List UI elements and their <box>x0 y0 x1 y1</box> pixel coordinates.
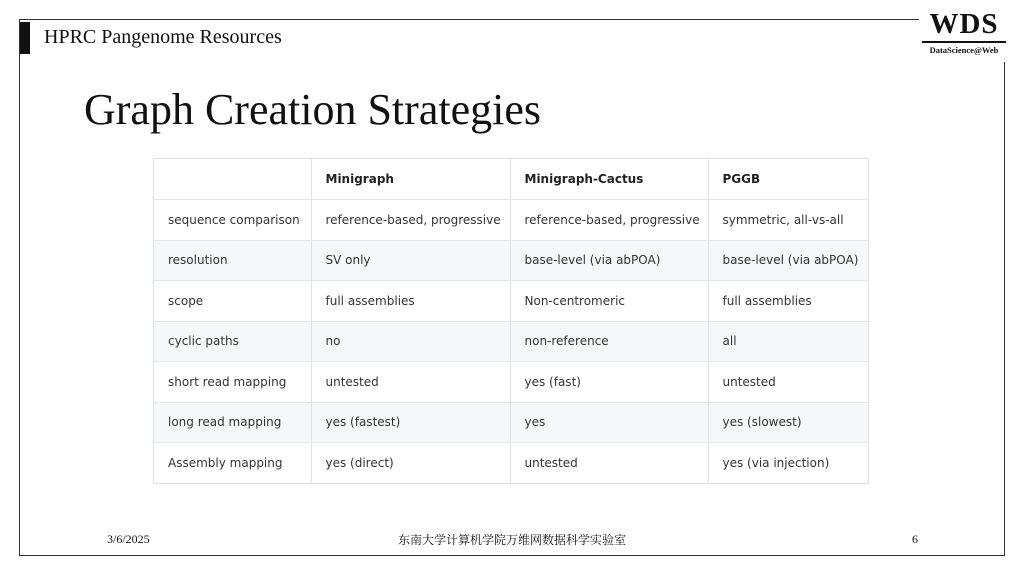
table-cell: yes (via injection) <box>722 456 830 470</box>
table-cell: yes (fast) <box>510 362 708 403</box>
table-cell: Non-centromeric <box>510 281 708 322</box>
row-label: cyclic paths <box>154 321 311 362</box>
table-cell: reference-based, progressive <box>510 200 708 241</box>
logo-sub-text: DataScience@Web <box>929 45 999 55</box>
table-cell: yes (direct) <box>311 443 510 484</box>
footer-lab-name: 东南大学计算机学院万维网数据科学实验室 <box>397 533 626 547</box>
row-label: Assembly mapping <box>154 443 311 484</box>
frame-left-border <box>19 19 20 556</box>
row-label: resolution <box>154 240 311 281</box>
logo-divider <box>922 41 1006 43</box>
frame-bottom-border <box>19 555 1005 556</box>
table-cell: reference-based, progressive <box>311 200 510 241</box>
table-row <box>154 402 868 443</box>
frame-top-border <box>19 19 919 20</box>
row-label: sequence comparison <box>154 200 311 241</box>
table-cell: base-level (via abPOA) <box>708 240 868 281</box>
table-row <box>154 240 868 281</box>
table-cell: yes (fastest) <box>311 402 510 443</box>
table-cell: untested <box>311 362 510 403</box>
table-row <box>154 443 868 484</box>
table-cell: no <box>311 321 510 362</box>
column-header <box>154 159 311 200</box>
table-header-row <box>154 159 868 200</box>
frame-right-border <box>1004 62 1005 556</box>
table-cell: non-reference <box>510 321 708 362</box>
table-cell: untested <box>510 443 708 484</box>
table-cell: yes (slowest) <box>708 402 868 443</box>
table-cell: base-level (via abPOA) <box>510 240 708 281</box>
page-number: 6 <box>912 532 918 546</box>
header-accent-bar <box>20 22 30 54</box>
wds-logo <box>918 8 1010 60</box>
table-row <box>154 281 868 322</box>
table-cell: untested <box>708 362 868 403</box>
table-cell: all <box>708 321 868 362</box>
table-row <box>154 200 868 241</box>
header-title: HPRC Pangenome Resources <box>44 26 282 48</box>
comparison-table <box>153 158 869 484</box>
column-header: Minigraph <box>311 159 510 200</box>
page-title: Graph Creation Strategies <box>84 85 541 134</box>
comparison-table-grid <box>154 159 868 483</box>
logo-main-text: WDS <box>929 8 999 40</box>
table-cell: SV only <box>311 240 510 281</box>
table-cell: yes <box>510 402 708 443</box>
footer-date: 3/6/2025 <box>107 532 150 546</box>
column-header: Minigraph-Cactus <box>510 159 708 200</box>
row-label: short read mapping <box>154 362 311 403</box>
table-cell: full assemblies <box>708 281 868 322</box>
table-cell: full assemblies <box>311 281 510 322</box>
table-row <box>154 362 868 403</box>
column-header: PGGB <box>708 159 868 200</box>
row-label: long read mapping <box>154 402 311 443</box>
table-cell: symmetric, all-vs-all <box>708 200 868 241</box>
row-label: scope <box>154 281 311 322</box>
table-row <box>154 321 868 362</box>
